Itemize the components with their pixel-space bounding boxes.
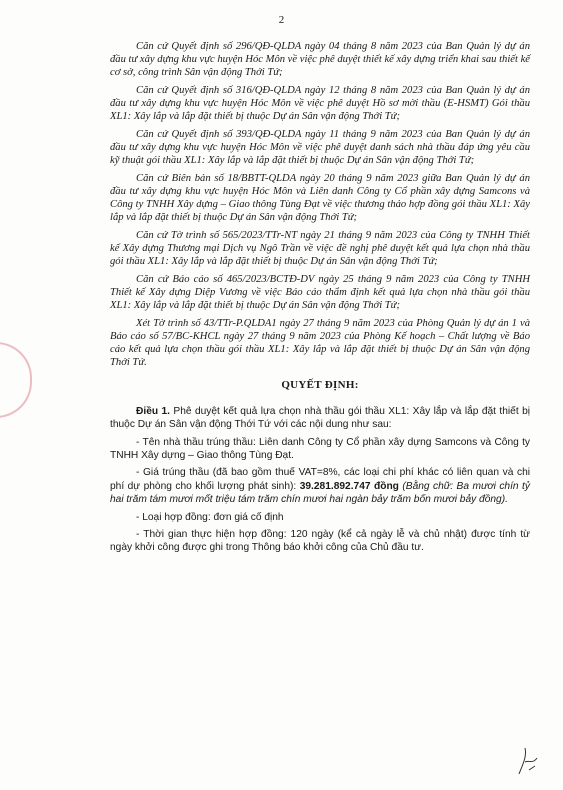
winner-line: - Tên nhà thầu trúng thầu: Liên danh Công ty Cổ phần xây dựng Samcons và Công ty TNHH Xây dựng – Giao thông Tùng Đạt.: [110, 436, 530, 461]
price-line: [110, 466, 530, 506]
article-1-intro-text: Phê duyệt kết quả lựa chọn nhà thầu gói thầu XL1: Xây lắp và lắp đặt thiết bị thuộc Dự án Sân vận động Thới Tứ với các nội dung như sau:: [110, 405, 531, 430]
duration-line: - Thời gian thực hiện hợp đồng: 120 ngày (kể cả ngày lễ và chủ nhật) được tính từ ngày khởi công được ghi trong Thông báo khởi công của Chủ đầu tư.: [110, 529, 530, 554]
basis-paragraph: Căn cứ Quyết định số 296/QĐ-QLDA ngày 04 tháng 8 năm 2023 của Ban Quản lý dự án đầu tư xây dựng khu vực huyện Hóc Môn về việc phê duyệt thiết kế xây dựng triển khai sau thiết kế cơ sở, công trình Sân vận động Thới Tứ;: [110, 41, 530, 79]
article-1-label: Điều 1.: [136, 405, 170, 417]
price-in-words: (Bằng chữ: Ba mươi chín tỷ hai trăm tám mươi mốt triệu tám trăm chín mươi hai ngàn bảy trăm bốn mươi bảy đồng).: [110, 480, 530, 505]
legal-basis-list: [110, 40, 530, 369]
basis-paragraph: Xét Tờ trình số 43/TTr-P.QLDA1 ngày 27 tháng 9 năm 2023 của Phòng Quản lý dự án 1 và Báo cáo số 57/BC-KHCL ngày 27 tháng 9 năm 2023 của Phòng Kế hoạch – Chất lượng về Báo cáo kết quả lựa chọn thầu gói thầu XL1: Xây lắp và lắp đặt thiết bị thuộc Dự án Sân vận động Thới Tứ.: [110, 317, 530, 369]
basis-paragraph: Căn cứ Quyết định số 393/QĐ-QLDA ngày 11 tháng 9 năm 2023 của Ban Quản lý dự án đầu tư xây dựng khu vực huyện Hóc Môn về việc phê duyệt danh sách nhà thầu đáp ứng yêu cầu kỹ thuật gói thầu XL1: Xây lắp và lắp đặt thiết bị thuộc Dự án Sân vận động Thới Tứ;: [110, 128, 530, 167]
basis-paragraph: Căn cứ Tờ trình số 565/2023/TTr-NT ngày 21 tháng 9 năm 2023 của Công ty TNHH Thiết kế Xây dựng Thương mại Dịch vụ Ngô Trần về việc đề nghị phê duyệt kết quả lựa chọn nhà thầu gói thầu XL1: Xây lắp và lắp đặt thiết bị thuộc Dự án Sân vận động Thới Tứ;: [110, 229, 530, 268]
basis-paragraph: Căn cứ Quyết định số 316/QĐ-QLDA ngày 12 tháng 8 năm 2023 của Ban Quản lý dự án đầu tư xây dựng khu vực huyện Hóc Môn về việc phê duyệt Hồ sơ mời thầu (E-HSMT) Gói thầu XL1: Xây lắp và lắp đặt thiết bị thuộc Dự án Sân vận động Thới Tứ;: [110, 84, 530, 123]
price-amount: 39.281.892.747 đồng: [299, 480, 399, 492]
page-number: 2: [278, 14, 285, 26]
red-seal-fragment: [0, 342, 32, 418]
price-prefix: - Giá trúng thầu (đã bao gồm thuế VAT=8%, các loại chi phí khác có liên quan và chi phí dự phòng cho khối lượng phát sinh):: [110, 467, 530, 492]
decision-heading: QUYẾT ĐỊNH:: [281, 379, 359, 392]
basis-paragraph: Căn cứ Biên bản số 18/BBTT-QLDA ngày 20 tháng 9 năm 2023 giữa Ban Quản lý dự án đầu tư xây dựng khu vực huyện Hóc Môn và Liên danh Công ty Cổ phần xây dựng Samcons và Công ty TNHH Xây dựng – Giao thông Tùng Đạt về việc thương thảo hợp đồng gói thầu XL1: Xây lắp và lắp đặt thiết bị thuộc Dự án Sân vận động Thới Tứ;: [110, 172, 530, 224]
document-body: [110, 40, 530, 559]
initials-signature: [515, 744, 541, 778]
basis-paragraph: Căn cứ Báo cáo số 465/2023/BCTĐ-DV ngày 25 tháng 9 năm 2023 của Công ty TNHH Thiết kế Xây dựng Diệp Vương về việc Báo cáo thẩm định kết quả lựa chọn nhà thầu gói thầu XL1: Xây lắp và lắp đặt thiết bị thuộc Dự án Sân vận động Thới Tứ;: [110, 273, 530, 312]
contract-type-line: - Loại hợp đồng: đơn giá cố định: [136, 511, 284, 523]
article-1: [110, 405, 530, 555]
article-1-intro: [110, 405, 530, 431]
